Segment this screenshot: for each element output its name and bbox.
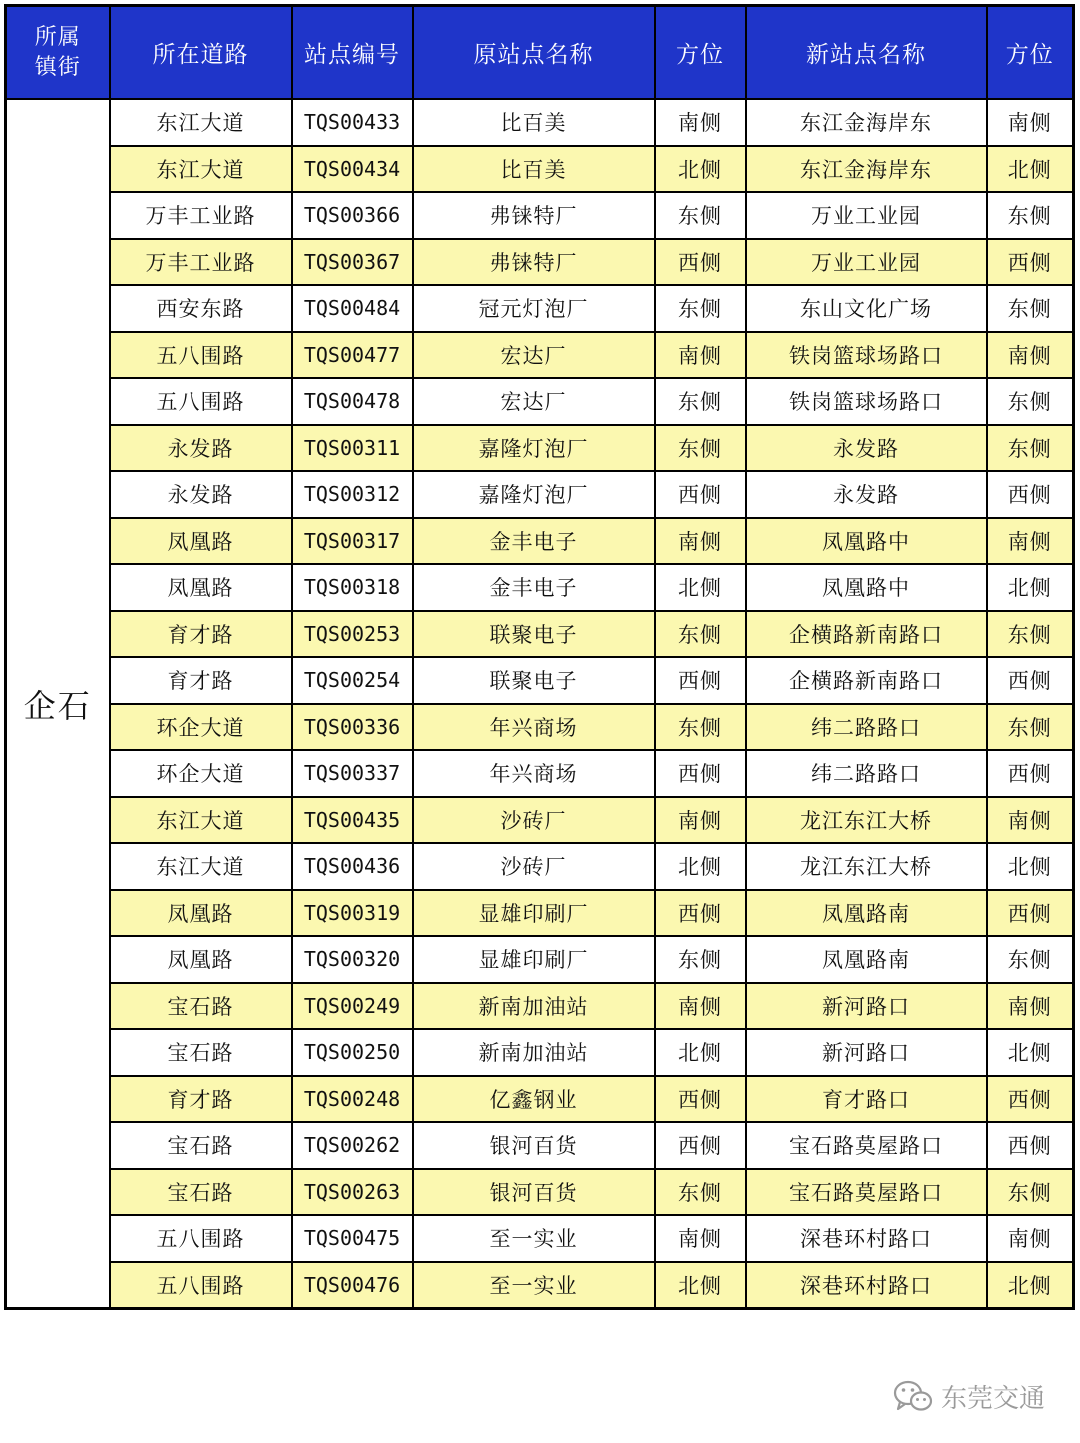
cell-old-direction: 东侧	[655, 192, 746, 239]
table-row	[6, 471, 1074, 518]
header-old-direction: 方位	[655, 6, 746, 100]
cell-old-direction: 东侧	[655, 285, 746, 332]
cell-new-name: 纬二路路口	[746, 750, 987, 797]
cell-road: 永发路	[110, 425, 292, 472]
cell-new-direction: 南侧	[987, 332, 1074, 379]
cell-old-direction: 南侧	[655, 99, 746, 146]
table-row	[6, 1262, 1074, 1309]
cell-new-direction: 南侧	[987, 797, 1074, 844]
cell-new-name: 铁岗篮球场路口	[746, 332, 987, 379]
cell-road: 西安东路	[110, 285, 292, 332]
table-row	[6, 611, 1074, 658]
cell-old-name: 沙砖厂	[413, 843, 655, 890]
table-row	[6, 657, 1074, 704]
cell-old-name: 弗铼特厂	[413, 192, 655, 239]
cell-road: 育才路	[110, 1076, 292, 1123]
cell-code: TQS00262	[292, 1122, 413, 1169]
table-row	[6, 890, 1074, 937]
table-row	[6, 1215, 1074, 1262]
cell-new-direction: 北侧	[987, 1029, 1074, 1076]
cell-new-direction: 北侧	[987, 564, 1074, 611]
cell-road: 东江大道	[110, 843, 292, 890]
table-row	[6, 378, 1074, 425]
header-new-direction: 方位	[987, 6, 1074, 100]
cell-code: TQS00366	[292, 192, 413, 239]
cell-new-name: 深巷环村路口	[746, 1262, 987, 1309]
cell-old-name: 银河百货	[413, 1169, 655, 1216]
table-row	[6, 797, 1074, 844]
cell-old-name: 显雄印刷厂	[413, 936, 655, 983]
cell-new-direction: 南侧	[987, 983, 1074, 1030]
cell-new-name: 凤凰路中	[746, 518, 987, 565]
cell-old-direction: 西侧	[655, 750, 746, 797]
cell-old-name: 至一实业	[413, 1215, 655, 1262]
header-town-label: 所属 镇街	[34, 24, 81, 80]
table-row	[6, 1076, 1074, 1123]
cell-old-direction: 西侧	[655, 471, 746, 518]
cell-new-name: 永发路	[746, 471, 987, 518]
station-rename-table	[4, 4, 1075, 1310]
cell-new-name: 东江金海岸东	[746, 99, 987, 146]
cell-old-direction: 北侧	[655, 146, 746, 193]
watermark-text: 东莞交通	[941, 1383, 1046, 1414]
table-row	[6, 1122, 1074, 1169]
cell-old-direction: 北侧	[655, 1262, 746, 1309]
table-row	[6, 1029, 1074, 1076]
cell-new-direction: 东侧	[987, 425, 1074, 472]
cell-old-direction: 东侧	[655, 611, 746, 658]
cell-new-direction: 南侧	[987, 99, 1074, 146]
cell-old-name: 宏达厂	[413, 332, 655, 379]
cell-new-direction: 北侧	[987, 1262, 1074, 1309]
cell-code: TQS00336	[292, 704, 413, 751]
cell-old-name: 年兴商场	[413, 750, 655, 797]
cell-old-name: 冠元灯泡厂	[413, 285, 655, 332]
cell-old-direction: 西侧	[655, 1122, 746, 1169]
cell-new-direction: 西侧	[987, 750, 1074, 797]
cell-code: TQS00434	[292, 146, 413, 193]
cell-old-name: 弗铼特厂	[413, 239, 655, 286]
header-road: 所在道路	[110, 6, 292, 100]
table-header-row	[6, 6, 1074, 100]
cell-old-direction: 南侧	[655, 518, 746, 565]
cell-road: 五八围路	[110, 332, 292, 379]
cell-new-name: 东山文化广场	[746, 285, 987, 332]
table-row	[6, 564, 1074, 611]
cell-road: 凤凰路	[110, 518, 292, 565]
cell-new-name: 新河路口	[746, 983, 987, 1030]
cell-road: 万丰工业路	[110, 192, 292, 239]
cell-road: 育才路	[110, 657, 292, 704]
cell-new-direction: 东侧	[987, 1169, 1074, 1216]
cell-old-name: 沙砖厂	[413, 797, 655, 844]
cell-old-direction: 北侧	[655, 564, 746, 611]
cell-old-direction: 东侧	[655, 378, 746, 425]
cell-road: 东江大道	[110, 146, 292, 193]
cell-new-name: 新河路口	[746, 1029, 987, 1076]
cell-old-name: 至一实业	[413, 1262, 655, 1309]
cell-new-name: 企横路新南路口	[746, 611, 987, 658]
cell-road: 宝石路	[110, 1029, 292, 1076]
cell-code: TQS00435	[292, 797, 413, 844]
cell-old-name: 亿鑫钢业	[413, 1076, 655, 1123]
cell-code: TQS00248	[292, 1076, 413, 1123]
cell-road: 环企大道	[110, 750, 292, 797]
cell-code: TQS00250	[292, 1029, 413, 1076]
cell-new-name: 万业工业园	[746, 192, 987, 239]
cell-old-direction: 南侧	[655, 797, 746, 844]
cell-new-name: 永发路	[746, 425, 987, 472]
table-row	[6, 518, 1074, 565]
cell-new-name: 凤凰路中	[746, 564, 987, 611]
cell-code: TQS00263	[292, 1169, 413, 1216]
cell-new-direction: 西侧	[987, 239, 1074, 286]
cell-old-name: 比百美	[413, 99, 655, 146]
cell-code: TQS00433	[292, 99, 413, 146]
cell-old-direction: 南侧	[655, 983, 746, 1030]
table-body	[6, 99, 1074, 1309]
cell-town: 企石	[6, 99, 110, 1309]
cell-old-direction: 西侧	[655, 657, 746, 704]
cell-new-direction: 南侧	[987, 518, 1074, 565]
cell-code: TQS00312	[292, 471, 413, 518]
cell-new-direction: 东侧	[987, 192, 1074, 239]
cell-new-name: 育才路口	[746, 1076, 987, 1123]
header-old-name: 原站点名称	[413, 6, 655, 100]
cell-old-name: 金丰电子	[413, 564, 655, 611]
table-row	[6, 750, 1074, 797]
cell-code: TQS00337	[292, 750, 413, 797]
cell-road: 凤凰路	[110, 936, 292, 983]
cell-new-direction: 西侧	[987, 657, 1074, 704]
cell-new-name: 宝石路莫屋路口	[746, 1169, 987, 1216]
cell-code: TQS00317	[292, 518, 413, 565]
cell-new-name: 深巷环村路口	[746, 1215, 987, 1262]
cell-old-name: 显雄印刷厂	[413, 890, 655, 937]
cell-new-direction: 东侧	[987, 704, 1074, 751]
cell-old-direction: 南侧	[655, 1215, 746, 1262]
cell-old-direction: 西侧	[655, 1076, 746, 1123]
cell-new-direction: 北侧	[987, 146, 1074, 193]
cell-code: TQS00476	[292, 1262, 413, 1309]
cell-old-direction: 南侧	[655, 332, 746, 379]
cell-new-direction: 南侧	[987, 1215, 1074, 1262]
cell-old-direction: 北侧	[655, 1029, 746, 1076]
cell-road: 宝石路	[110, 983, 292, 1030]
header-town	[6, 6, 110, 100]
cell-code: TQS00436	[292, 843, 413, 890]
cell-road: 东江大道	[110, 99, 292, 146]
cell-code: TQS00319	[292, 890, 413, 937]
table-row	[6, 285, 1074, 332]
cell-old-name: 联聚电子	[413, 611, 655, 658]
cell-code: TQS00253	[292, 611, 413, 658]
wechat-icon	[893, 1379, 933, 1413]
cell-old-direction: 东侧	[655, 936, 746, 983]
cell-code: TQS00478	[292, 378, 413, 425]
cell-old-name: 年兴商场	[413, 704, 655, 751]
header-new-name: 新站点名称	[746, 6, 987, 100]
cell-road: 万丰工业路	[110, 239, 292, 286]
cell-old-direction: 北侧	[655, 843, 746, 890]
table-row	[6, 99, 1074, 146]
cell-old-direction: 东侧	[655, 425, 746, 472]
cell-new-direction: 北侧	[987, 843, 1074, 890]
cell-old-direction: 西侧	[655, 890, 746, 937]
cell-old-name: 新南加油站	[413, 1029, 655, 1076]
cell-road: 宝石路	[110, 1122, 292, 1169]
table-row	[6, 843, 1074, 890]
cell-code: TQS00311	[292, 425, 413, 472]
cell-new-name: 万业工业园	[746, 239, 987, 286]
cell-new-direction: 东侧	[987, 285, 1074, 332]
cell-new-direction: 东侧	[987, 936, 1074, 983]
cell-road: 五八围路	[110, 1215, 292, 1262]
cell-new-name: 凤凰路南	[746, 890, 987, 937]
cell-road: 东江大道	[110, 797, 292, 844]
cell-old-name: 银河百货	[413, 1122, 655, 1169]
cell-code: TQS00254	[292, 657, 413, 704]
cell-new-name: 龙江东江大桥	[746, 843, 987, 890]
cell-code: TQS00367	[292, 239, 413, 286]
table-row	[6, 936, 1074, 983]
cell-code: TQS00249	[292, 983, 413, 1030]
cell-new-direction: 西侧	[987, 1122, 1074, 1169]
table-row	[6, 146, 1074, 193]
cell-road: 永发路	[110, 471, 292, 518]
header-code: 站点编号	[292, 6, 413, 100]
cell-new-name: 东江金海岸东	[746, 146, 987, 193]
cell-code: TQS00320	[292, 936, 413, 983]
table-row	[6, 1169, 1074, 1216]
cell-new-direction: 西侧	[987, 471, 1074, 518]
cell-new-direction: 东侧	[987, 611, 1074, 658]
cell-new-name: 龙江东江大桥	[746, 797, 987, 844]
cell-road: 育才路	[110, 611, 292, 658]
cell-road: 五八围路	[110, 378, 292, 425]
cell-new-name: 铁岗篮球场路口	[746, 378, 987, 425]
cell-old-name: 嘉隆灯泡厂	[413, 471, 655, 518]
table-row	[6, 239, 1074, 286]
cell-road: 凤凰路	[110, 890, 292, 937]
cell-road: 宝石路	[110, 1169, 292, 1216]
cell-new-name: 纬二路路口	[746, 704, 987, 751]
cell-code: TQS00477	[292, 332, 413, 379]
cell-old-name: 联聚电子	[413, 657, 655, 704]
cell-old-name: 宏达厂	[413, 378, 655, 425]
table-row	[6, 425, 1074, 472]
cell-old-name: 嘉隆灯泡厂	[413, 425, 655, 472]
watermark	[893, 1378, 1045, 1414]
cell-old-name: 比百美	[413, 146, 655, 193]
cell-road: 五八围路	[110, 1262, 292, 1309]
cell-new-direction: 西侧	[987, 1076, 1074, 1123]
table-row	[6, 704, 1074, 751]
cell-new-name: 宝石路莫屋路口	[746, 1122, 987, 1169]
cell-road: 凤凰路	[110, 564, 292, 611]
cell-code: TQS00318	[292, 564, 413, 611]
cell-new-direction: 东侧	[987, 378, 1074, 425]
cell-new-name: 企横路新南路口	[746, 657, 987, 704]
cell-code: TQS00475	[292, 1215, 413, 1262]
cell-old-direction: 东侧	[655, 1169, 746, 1216]
table-row	[6, 192, 1074, 239]
table-row	[6, 983, 1074, 1030]
cell-road: 环企大道	[110, 704, 292, 751]
table-row	[6, 332, 1074, 379]
cell-new-direction: 西侧	[987, 890, 1074, 937]
cell-old-name: 新南加油站	[413, 983, 655, 1030]
cell-code: TQS00484	[292, 285, 413, 332]
cell-new-name: 凤凰路南	[746, 936, 987, 983]
cell-old-direction: 西侧	[655, 239, 746, 286]
cell-old-direction: 东侧	[655, 704, 746, 751]
cell-old-name: 金丰电子	[413, 518, 655, 565]
